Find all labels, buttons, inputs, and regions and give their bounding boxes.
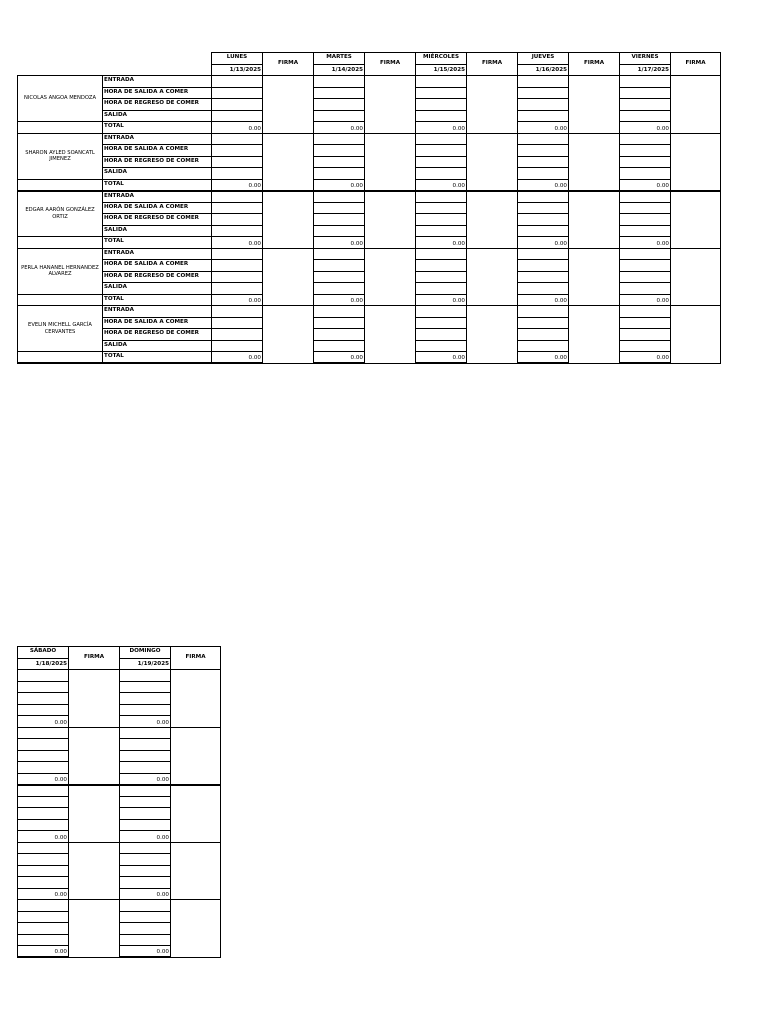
- time-cell[interactable]: [416, 133, 467, 145]
- time-cell[interactable]: [416, 260, 467, 272]
- day-name-header: LUNES: [212, 53, 263, 65]
- time-cell[interactable]: [518, 214, 569, 226]
- time-cell[interactable]: [314, 329, 365, 341]
- total-cell: 0.00: [416, 179, 467, 191]
- time-cell[interactable]: [518, 168, 569, 180]
- time-cell[interactable]: [18, 854, 69, 866]
- firma-cell[interactable]: [467, 191, 518, 249]
- day-date-header: 1/19/2025: [120, 659, 171, 670]
- time-cell[interactable]: [416, 340, 467, 352]
- time-cell[interactable]: [416, 214, 467, 226]
- time-cell[interactable]: [416, 76, 467, 88]
- time-cell[interactable]: [314, 214, 365, 226]
- time-cell[interactable]: [212, 271, 263, 283]
- time-cell[interactable]: [416, 110, 467, 122]
- time-cell[interactable]: [620, 99, 671, 111]
- time-cell[interactable]: [120, 854, 171, 866]
- row-label: ENTRADA: [103, 191, 212, 203]
- time-cell[interactable]: [620, 76, 671, 88]
- row-label: HORA DE SALIDA A COMER: [103, 87, 212, 99]
- time-cell[interactable]: [18, 785, 69, 797]
- total-cell: 0.00: [18, 773, 69, 785]
- time-cell[interactable]: [120, 704, 171, 716]
- time-cell[interactable]: [212, 283, 263, 295]
- time-cell[interactable]: [416, 329, 467, 341]
- time-cell[interactable]: [212, 168, 263, 180]
- time-cell[interactable]: [518, 225, 569, 237]
- time-cell[interactable]: [212, 214, 263, 226]
- time-cell[interactable]: [416, 191, 467, 203]
- firma-cell[interactable]: [569, 306, 620, 364]
- total-cell: 0.00: [212, 237, 263, 249]
- firma-cell[interactable]: [171, 842, 221, 900]
- time-cell[interactable]: [620, 214, 671, 226]
- time-cell[interactable]: [314, 156, 365, 168]
- total-cell: 0.00: [620, 179, 671, 191]
- time-cell[interactable]: [18, 819, 69, 831]
- row-label: TOTAL: [103, 179, 212, 191]
- time-cell[interactable]: [120, 681, 171, 693]
- firma-cell[interactable]: [263, 76, 314, 134]
- firma-cell[interactable]: [69, 842, 120, 900]
- time-cell[interactable]: [212, 317, 263, 329]
- time-cell[interactable]: [18, 796, 69, 808]
- time-cell[interactable]: [120, 819, 171, 831]
- time-cell[interactable]: [416, 87, 467, 99]
- row-label: SALIDA: [103, 168, 212, 180]
- time-cell[interactable]: [18, 727, 69, 739]
- time-cell[interactable]: [620, 87, 671, 99]
- total-cell: 0.00: [416, 237, 467, 249]
- row-label: HORA DE SALIDA A COMER: [103, 260, 212, 272]
- firma-cell[interactable]: [171, 670, 221, 728]
- time-cell[interactable]: [620, 271, 671, 283]
- time-cell[interactable]: [620, 248, 671, 260]
- firma-cell[interactable]: [69, 785, 120, 843]
- total-cell: 0.00: [620, 122, 671, 134]
- firma-cell[interactable]: [467, 248, 518, 306]
- firma-cell[interactable]: [365, 191, 416, 249]
- time-cell[interactable]: [314, 133, 365, 145]
- total-cell: 0.00: [212, 352, 263, 364]
- firma-cell[interactable]: [569, 133, 620, 191]
- firma-header: FIRMA: [69, 647, 120, 670]
- row-label: HORA DE REGRESO DE COMER: [103, 99, 212, 111]
- time-cell[interactable]: [620, 202, 671, 214]
- row-label: TOTAL: [103, 237, 212, 249]
- attendance-table-weekend: [17, 646, 221, 958]
- time-cell[interactable]: [314, 99, 365, 111]
- row-label: ENTRADA: [103, 76, 212, 88]
- total-cell: 0.00: [620, 294, 671, 306]
- time-cell[interactable]: [518, 271, 569, 283]
- total-cell: 0.00: [120, 716, 171, 728]
- firma-header: FIRMA: [365, 53, 416, 76]
- firma-cell[interactable]: [671, 76, 721, 134]
- firma-cell[interactable]: [69, 900, 120, 958]
- time-cell[interactable]: [212, 99, 263, 111]
- total-cell: 0.00: [314, 237, 365, 249]
- day-date-header: 1/16/2025: [518, 65, 569, 76]
- time-cell[interactable]: [416, 306, 467, 318]
- time-cell[interactable]: [120, 911, 171, 923]
- day-date-header: 1/18/2025: [18, 659, 69, 670]
- time-cell[interactable]: [314, 76, 365, 88]
- day-date-header: 1/13/2025: [212, 65, 263, 76]
- time-cell[interactable]: [620, 168, 671, 180]
- time-cell[interactable]: [18, 681, 69, 693]
- time-cell[interactable]: [18, 911, 69, 923]
- time-cell[interactable]: [120, 693, 171, 705]
- row-label: HORA DE SALIDA A COMER: [103, 202, 212, 214]
- time-cell[interactable]: [18, 900, 69, 912]
- employee-name: PERLA HANANEL HERNANDEZ ALVAREZ: [18, 248, 103, 294]
- firma-cell[interactable]: [569, 76, 620, 134]
- time-cell[interactable]: [518, 329, 569, 341]
- firma-cell[interactable]: [467, 76, 518, 134]
- time-cell[interactable]: [620, 133, 671, 145]
- time-cell[interactable]: [620, 306, 671, 318]
- time-cell[interactable]: [620, 110, 671, 122]
- firma-header: FIRMA: [467, 53, 518, 76]
- employee-name-spacer: [18, 237, 103, 249]
- time-cell[interactable]: [212, 340, 263, 352]
- time-cell[interactable]: [120, 670, 171, 682]
- row-label: HORA DE REGRESO DE COMER: [103, 271, 212, 283]
- time-cell[interactable]: [518, 156, 569, 168]
- firma-cell[interactable]: [365, 133, 416, 191]
- total-cell: 0.00: [620, 352, 671, 364]
- time-cell[interactable]: [620, 145, 671, 157]
- time-cell[interactable]: [620, 340, 671, 352]
- time-cell[interactable]: [518, 191, 569, 203]
- firma-header: FIRMA: [263, 53, 314, 76]
- time-cell[interactable]: [314, 191, 365, 203]
- time-cell[interactable]: [416, 248, 467, 260]
- time-cell[interactable]: [212, 87, 263, 99]
- time-cell[interactable]: [518, 145, 569, 157]
- row-label: HORA DE REGRESO DE COMER: [103, 214, 212, 226]
- firma-cell[interactable]: [171, 727, 221, 785]
- time-cell[interactable]: [120, 785, 171, 797]
- time-cell[interactable]: [416, 145, 467, 157]
- time-cell[interactable]: [212, 191, 263, 203]
- time-cell[interactable]: [518, 283, 569, 295]
- day-name-header: SÁBADO: [18, 647, 69, 659]
- firma-cell[interactable]: [263, 248, 314, 306]
- time-cell[interactable]: [518, 306, 569, 318]
- firma-cell[interactable]: [569, 191, 620, 249]
- time-cell[interactable]: [314, 168, 365, 180]
- time-cell[interactable]: [18, 750, 69, 762]
- row-label: HORA DE SALIDA A COMER: [103, 317, 212, 329]
- total-cell: 0.00: [416, 294, 467, 306]
- total-cell: 0.00: [518, 122, 569, 134]
- row-label: HORA DE REGRESO DE COMER: [103, 329, 212, 341]
- time-cell[interactable]: [18, 808, 69, 820]
- time-cell[interactable]: [620, 156, 671, 168]
- total-cell: 0.00: [212, 122, 263, 134]
- firma-cell[interactable]: [171, 785, 221, 843]
- employee-name: EDGAR AARÓN GONZÁLEZ ORTIZ: [18, 191, 103, 237]
- time-cell[interactable]: [314, 202, 365, 214]
- employee-name-spacer: [18, 294, 103, 306]
- time-cell[interactable]: [120, 727, 171, 739]
- time-cell[interactable]: [620, 329, 671, 341]
- time-cell[interactable]: [314, 271, 365, 283]
- time-cell[interactable]: [416, 99, 467, 111]
- total-cell: 0.00: [120, 888, 171, 900]
- time-cell[interactable]: [416, 156, 467, 168]
- time-cell[interactable]: [212, 202, 263, 214]
- time-cell[interactable]: [314, 283, 365, 295]
- firma-cell[interactable]: [467, 133, 518, 191]
- time-cell[interactable]: [212, 225, 263, 237]
- time-cell[interactable]: [120, 750, 171, 762]
- time-cell[interactable]: [314, 260, 365, 272]
- time-cell[interactable]: [18, 670, 69, 682]
- time-cell[interactable]: [212, 248, 263, 260]
- total-cell: 0.00: [120, 946, 171, 958]
- time-cell[interactable]: [518, 133, 569, 145]
- time-cell[interactable]: [518, 76, 569, 88]
- time-cell[interactable]: [18, 865, 69, 877]
- time-cell[interactable]: [120, 877, 171, 889]
- employee-name-spacer: [18, 352, 103, 364]
- day-date-header: 1/15/2025: [416, 65, 467, 76]
- day-name-header: DOMINGO: [120, 647, 171, 659]
- time-cell[interactable]: [416, 225, 467, 237]
- time-cell[interactable]: [620, 191, 671, 203]
- employee-name-spacer: [18, 179, 103, 191]
- attendance-table-weekdays: [17, 52, 721, 364]
- total-cell: 0.00: [518, 237, 569, 249]
- row-label: TOTAL: [103, 122, 212, 134]
- time-cell[interactable]: [212, 156, 263, 168]
- firma-cell[interactable]: [671, 133, 721, 191]
- firma-cell[interactable]: [671, 306, 721, 364]
- total-cell: 0.00: [518, 179, 569, 191]
- row-label: SALIDA: [103, 225, 212, 237]
- time-cell[interactable]: [212, 76, 263, 88]
- row-label: TOTAL: [103, 352, 212, 364]
- time-cell[interactable]: [620, 283, 671, 295]
- total-cell: 0.00: [120, 773, 171, 785]
- time-cell[interactable]: [120, 796, 171, 808]
- time-cell[interactable]: [518, 317, 569, 329]
- time-cell[interactable]: [212, 329, 263, 341]
- time-cell[interactable]: [120, 739, 171, 751]
- total-cell: 0.00: [518, 352, 569, 364]
- time-cell[interactable]: [212, 110, 263, 122]
- firma-cell[interactable]: [569, 248, 620, 306]
- day-name-header: MIÉRCOLES: [416, 53, 467, 65]
- time-cell[interactable]: [314, 110, 365, 122]
- row-label: ENTRADA: [103, 248, 212, 260]
- total-cell: 0.00: [18, 946, 69, 958]
- total-cell: 0.00: [18, 716, 69, 728]
- total-cell: 0.00: [314, 294, 365, 306]
- total-cell: 0.00: [212, 179, 263, 191]
- time-cell[interactable]: [518, 260, 569, 272]
- time-cell[interactable]: [314, 87, 365, 99]
- firma-cell[interactable]: [365, 306, 416, 364]
- firma-cell[interactable]: [171, 900, 221, 958]
- time-cell[interactable]: [314, 340, 365, 352]
- total-cell: 0.00: [518, 294, 569, 306]
- time-cell[interactable]: [416, 317, 467, 329]
- firma-cell[interactable]: [263, 306, 314, 364]
- row-label: SALIDA: [103, 283, 212, 295]
- time-cell[interactable]: [518, 340, 569, 352]
- firma-cell[interactable]: [671, 191, 721, 249]
- total-cell: 0.00: [18, 831, 69, 843]
- time-cell[interactable]: [314, 145, 365, 157]
- firma-header: FIRMA: [171, 647, 221, 670]
- day-date-header: 1/17/2025: [620, 65, 671, 76]
- row-label: SALIDA: [103, 340, 212, 352]
- time-cell[interactable]: [212, 133, 263, 145]
- firma-header: FIRMA: [671, 53, 721, 76]
- row-label: HORA DE REGRESO DE COMER: [103, 156, 212, 168]
- time-cell[interactable]: [416, 202, 467, 214]
- firma-cell[interactable]: [671, 248, 721, 306]
- time-cell[interactable]: [18, 842, 69, 854]
- day-name-header: MARTES: [314, 53, 365, 65]
- time-cell[interactable]: [620, 317, 671, 329]
- total-cell: 0.00: [120, 831, 171, 843]
- total-cell: 0.00: [212, 294, 263, 306]
- firma-cell[interactable]: [69, 727, 120, 785]
- firma-cell[interactable]: [263, 191, 314, 249]
- time-cell[interactable]: [120, 865, 171, 877]
- firma-cell[interactable]: [263, 133, 314, 191]
- time-cell[interactable]: [18, 693, 69, 705]
- time-cell[interactable]: [416, 283, 467, 295]
- employee-name: EVELIN MICHELL GARCÍA CERVANTES: [18, 306, 103, 352]
- time-cell[interactable]: [212, 306, 263, 318]
- time-cell[interactable]: [518, 202, 569, 214]
- day-date-header: 1/14/2025: [314, 65, 365, 76]
- time-cell[interactable]: [314, 306, 365, 318]
- time-cell[interactable]: [18, 762, 69, 774]
- time-cell[interactable]: [120, 808, 171, 820]
- time-cell[interactable]: [18, 739, 69, 751]
- row-label: HORA DE SALIDA A COMER: [103, 145, 212, 157]
- time-cell[interactable]: [18, 934, 69, 946]
- firma-header: FIRMA: [569, 53, 620, 76]
- time-cell[interactable]: [620, 260, 671, 272]
- row-label: TOTAL: [103, 294, 212, 306]
- time-cell[interactable]: [518, 87, 569, 99]
- employee-name: NICOLAS ANGOA MENDOZA: [18, 76, 103, 122]
- header-corner: [18, 53, 212, 76]
- firma-cell[interactable]: [365, 248, 416, 306]
- time-cell[interactable]: [314, 248, 365, 260]
- time-cell[interactable]: [120, 842, 171, 854]
- time-cell[interactable]: [18, 877, 69, 889]
- time-cell[interactable]: [120, 934, 171, 946]
- time-cell[interactable]: [314, 225, 365, 237]
- firma-cell[interactable]: [69, 670, 120, 728]
- time-cell[interactable]: [416, 168, 467, 180]
- row-label: SALIDA: [103, 110, 212, 122]
- row-label: ENTRADA: [103, 306, 212, 318]
- total-cell: 0.00: [314, 352, 365, 364]
- employee-name: SHARON AYLED SOANCATL JIMENEZ: [18, 133, 103, 179]
- row-label: ENTRADA: [103, 133, 212, 145]
- firma-cell[interactable]: [467, 306, 518, 364]
- time-cell[interactable]: [416, 271, 467, 283]
- time-cell[interactable]: [212, 145, 263, 157]
- time-cell[interactable]: [18, 704, 69, 716]
- total-cell: 0.00: [314, 179, 365, 191]
- time-cell[interactable]: [620, 225, 671, 237]
- time-cell[interactable]: [212, 260, 263, 272]
- time-cell[interactable]: [120, 900, 171, 912]
- time-cell[interactable]: [120, 762, 171, 774]
- day-name-header: VIERNES: [620, 53, 671, 65]
- time-cell[interactable]: [314, 317, 365, 329]
- time-cell[interactable]: [518, 110, 569, 122]
- time-cell[interactable]: [518, 248, 569, 260]
- time-cell[interactable]: [120, 923, 171, 935]
- employee-name-spacer: [18, 122, 103, 134]
- time-cell[interactable]: [518, 99, 569, 111]
- time-cell[interactable]: [18, 923, 69, 935]
- total-cell: 0.00: [18, 888, 69, 900]
- total-cell: 0.00: [314, 122, 365, 134]
- firma-cell[interactable]: [365, 76, 416, 134]
- day-name-header: JUEVES: [518, 53, 569, 65]
- total-cell: 0.00: [416, 352, 467, 364]
- total-cell: 0.00: [620, 237, 671, 249]
- total-cell: 0.00: [416, 122, 467, 134]
